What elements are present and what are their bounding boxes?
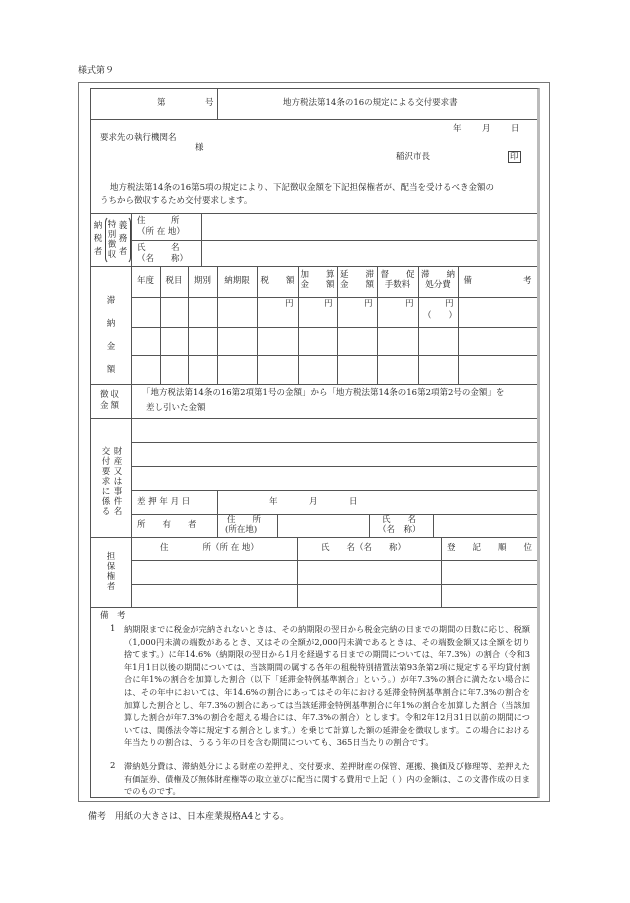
divider (131, 466, 537, 467)
arrears-column-header (160, 276, 188, 286)
arrears-entry-cell[interactable] (378, 356, 417, 383)
note-1: 納期限までに税金が完納されないときは、その納期限の翌日から税金完納の日までの期間の日数に応じ、税額（1,000円未満の端数があるとき、又はその全額が2,000円未満であるときは、その端数金額又は全額を切り捨てます。）に年14.6%（納期限の翌日から1月を経過する日までの期間については、年7.3%）の割合（令和3年1月1日以後の期間については、当該期間の属する各年の租税特別措置法第93条第2項に規定する平均貸付割合に年1%の割合を加算した割合（以下「延滞金特例基準割合」という。）が年7.3%の割合に満たない場合には、その年中においては、年14.6%の割合にあってはその年における延滞金特例基準割合に年7.3%の割合を加算した割合とし、年7.3%の割合にあっては当該延滞金特例基準割合に年1%の割合を加算した割合（当該加算した割合が年7.3%の割合を超える場合には、年7.3%の割合）とします。令和2年12月31日以前の期間については、関係法令等に規定する割合とします。）を乗じて計算した額の延滞金を徴収します。この場合における年当たりの割合は、うるう年の日を含む期間についても、365日当たりの割合です。 (124, 624, 530, 748)
remarks-title: 備 考 (100, 611, 126, 621)
arrears-entry-cell[interactable] (299, 356, 336, 383)
divider (90, 537, 537, 538)
yen-unit: 円 (324, 299, 333, 309)
name-label-sub: （名 称） (137, 254, 189, 264)
divider (90, 418, 537, 419)
arrears-entry-cell[interactable] (132, 356, 159, 383)
arrears-entry-cell[interactable] (299, 328, 336, 354)
date-month: 月 (482, 124, 491, 134)
seizure-month: 月 (309, 497, 318, 507)
divider (131, 213, 132, 266)
arrears-entry-cell[interactable] (218, 298, 256, 326)
name-label: 氏 名 (137, 243, 180, 253)
divider (131, 514, 537, 515)
arrears-entry-cell[interactable] (218, 328, 256, 354)
number-label-left: 第 (157, 98, 166, 108)
addressee-label: 要求先の執行機関名 (100, 133, 177, 143)
arrears-entry-cell[interactable] (459, 356, 536, 383)
divider (441, 537, 442, 607)
arrears-entry-cell[interactable] (338, 328, 376, 354)
arrears-column-header (298, 270, 337, 290)
disposal-fee-paren: （ ） (423, 311, 458, 321)
arrears-entry-cell[interactable] (189, 298, 216, 326)
note-2: 滞納処分費は、滞納処分による財産の差押え、交付要求、差押財産の保管、運搬、換価及び修理等、差押えた有価証券、債権及び無体財産権等の取立並びに配当に関する費用で上記（ ）内の金額は、この文書作成の日までのものです。 (124, 761, 530, 797)
arrears-entry-cell[interactable] (161, 298, 187, 326)
intro-line-2: うちから徴収するため交付要求します。 (100, 196, 253, 206)
arrears-column-header-line: 税 額 (260, 276, 295, 286)
arrears-column-header (458, 276, 537, 286)
arrears-column-header-line: 金 額 (339, 280, 374, 290)
intro-line-1: 地方税法第14条の16第5項の規定により、下記徴収金額を下記担保権者が、配当を受けるべき金額の (110, 183, 495, 193)
col-name: 氏 名（名 称） (321, 543, 407, 553)
arrears-entry-cell[interactable] (161, 356, 187, 383)
divider (369, 514, 370, 537)
note-1-number: 1 (110, 624, 116, 634)
arrears-column-header-line: 備 考 (463, 276, 532, 286)
arrears-entry-cell[interactable] (258, 328, 297, 354)
form-id: 様式第９ (78, 66, 115, 76)
divider (277, 514, 278, 537)
note-2-number: 2 (110, 761, 116, 771)
arrears-label: 滞納金額 (106, 296, 116, 375)
arrears-column-header-line: 加 算 (300, 270, 335, 280)
collection-text-1: 「地方税法第14条の16第2項第1号の金額」から「地方税法第14条の16第2項第2号の金額」を (142, 388, 505, 398)
owner-address-label: 住 所 (227, 515, 262, 525)
divider (131, 537, 132, 607)
arrears-column-header (257, 276, 298, 286)
arrears-column-header-line: 滞 納 (420, 270, 455, 280)
arrears-entry-cell[interactable] (189, 356, 216, 383)
arrears-column-header (131, 276, 160, 286)
arrears-column-header (377, 270, 418, 290)
owner-address-label-sub: (所在地) (225, 525, 258, 535)
arrears-entry-cell[interactable] (218, 356, 256, 383)
arrears-entry-cell[interactable] (132, 298, 159, 326)
arrears-entry-cell[interactable] (258, 356, 297, 383)
divider (90, 607, 537, 608)
security-holder-label: 担保権者 (106, 552, 116, 592)
issuer-name: 稲沢市長 (396, 152, 431, 162)
divider (90, 213, 537, 214)
arrears-column-header-line: 延 滞 (339, 270, 374, 280)
property-label: 財産又は事件名 (113, 447, 123, 517)
collection-text-2: 差し引いた金額 (146, 403, 206, 413)
yen-unit: 円 (445, 299, 454, 309)
arrears-column-header (418, 270, 458, 290)
arrears-column-header-line: 金 額 (300, 280, 335, 290)
document-title: 地方税法第14条の16の規定による交付要求書 (283, 98, 458, 108)
col-address: 住 所（所 在 地） (160, 543, 259, 553)
owner-name-label: 氏 名 (382, 515, 417, 525)
address-label-sub: （所 在 地） (137, 227, 185, 237)
divider (131, 240, 537, 241)
divider (90, 266, 537, 267)
divider (131, 418, 132, 537)
address-label: 住 所 (137, 216, 180, 226)
arrears-column-header-line: 処分費 (425, 280, 451, 290)
obligor-label: 義務者 (118, 221, 128, 257)
arrears-entry-cell[interactable] (459, 298, 536, 326)
arrears-column-header-line: 督 促 (380, 270, 415, 280)
divider (131, 584, 537, 585)
divider (297, 537, 298, 607)
divider (90, 384, 537, 385)
arrears-entry-cell[interactable] (419, 356, 457, 383)
divider (131, 490, 537, 491)
taxpayer-label: 納税者 (93, 221, 103, 257)
yen-unit: 円 (285, 299, 294, 309)
divider (90, 119, 537, 120)
arrears-entry-cell[interactable] (419, 328, 457, 354)
yen-unit: 円 (405, 299, 414, 309)
arrears-entry-cell[interactable] (132, 328, 159, 354)
divider (217, 88, 218, 119)
arrears-column-header (337, 270, 377, 290)
seizure-day: 日 (349, 497, 358, 507)
footer-note: 備考 用紙の大きさは、日本産業規格A4とする。 (88, 812, 290, 822)
owner-name-label-sub: （名 称） (378, 525, 421, 535)
col-rank: 登 記 順 位 (447, 543, 533, 553)
seizure-year: 年 (269, 497, 278, 507)
arrears-column-header-line: 手数料 (384, 280, 411, 290)
special-collection-label: 特別徴収 (107, 220, 117, 260)
arrears-entry-cell[interactable] (338, 356, 376, 383)
arrears-column-header-line: 税目 (165, 276, 183, 286)
arrears-entry-cell[interactable] (189, 328, 216, 354)
yen-unit: 円 (364, 299, 373, 309)
addressee-honorific: 様 (195, 143, 204, 153)
date-day: 日 (511, 124, 520, 134)
divider (433, 514, 434, 537)
arrears-entry-cell[interactable] (459, 328, 536, 354)
divider (131, 442, 537, 443)
arrears-column-header-line: 期別 (193, 276, 211, 286)
arrears-column-header (217, 276, 257, 286)
arrears-entry-cell[interactable] (161, 328, 187, 354)
seal-mark: 印 (510, 152, 519, 162)
number-label-right: 号 (205, 98, 214, 108)
arrears-entry-cell[interactable] (378, 328, 417, 354)
divider (131, 560, 537, 561)
collection-label-1: 徴収 (100, 390, 122, 400)
demand-related-label: 交付要求に係る (101, 447, 111, 517)
divider (131, 384, 132, 418)
seizure-date-label: 差 押 年 月 日 (137, 497, 191, 507)
divider (217, 490, 218, 537)
arrears-column-header-line: 年度 (136, 276, 154, 286)
date-year: 年 (453, 124, 462, 134)
arrears-column-header (188, 276, 217, 286)
collection-label-2: 金額 (100, 401, 122, 411)
divider (201, 213, 202, 266)
arrears-column-header-line: 納期限 (224, 276, 250, 286)
owner-label: 所 有 者 (137, 520, 197, 530)
